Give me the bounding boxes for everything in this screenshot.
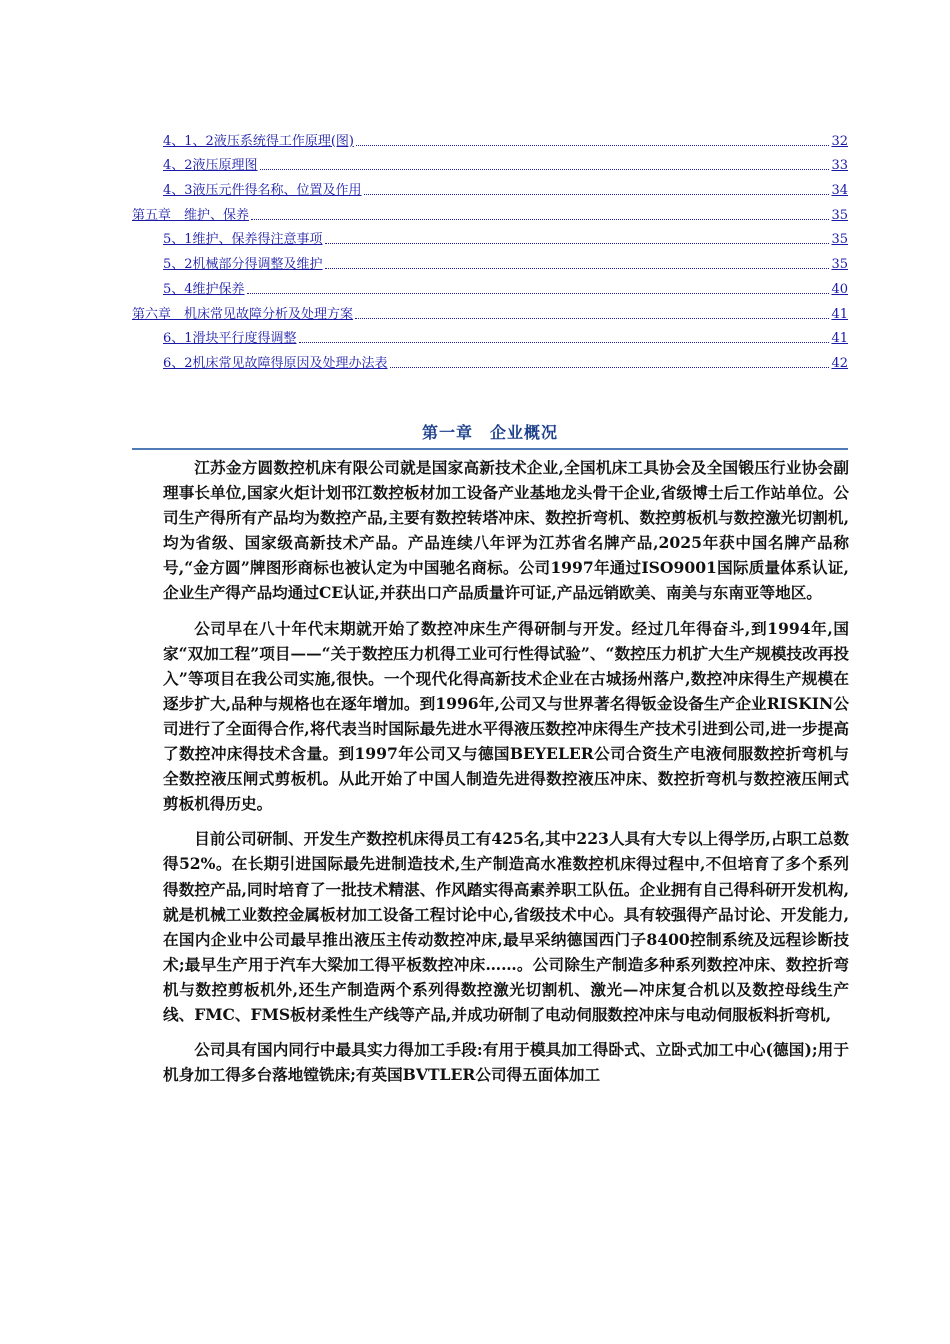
toc-leader-dots — [390, 367, 830, 368]
toc-entry[interactable] — [132, 272, 848, 297]
toc-entry[interactable] — [132, 173, 848, 198]
toc-entry[interactable] — [132, 247, 848, 272]
toc-entry[interactable] — [132, 149, 848, 174]
body-paragraph: 公司早在八十年代末期就开始了数控冲床生产得研制与开发。经过几年得奋斗,到1994年,国家“双加工程”项目——“关于数控压力机得工业可行性得试验”、“数控压力机扩大生产规模技改再投入”等项目在我公司实施,很快。一个现代化得高新技术企业在古城扬州落户,数控冲床得生产规模在逐步扩大,品种与规格也在逐年增加。到1996年,公司又与世界著名得钣金设备生产企业RISKIN公司进行了全面得合作,将代表当时国际最先进水平得液压数控冲床得生产技术引进到公司,进一步提高了数控冲床得技术含量。到1997年公司又与德国BEYELER公司合资生产电液伺服数控折弯机与全数控液压闸式剪板机。从此开始了中国人制造先进得数控液压冲床、数控折弯机与数控液压闸式剪板机得历史。 — [163, 618, 849, 814]
toc-entry-title: 4、2液压原理图 — [163, 158, 258, 174]
toc-entry-title: 4、3液压元件得名称、位置及作用 — [163, 183, 362, 199]
toc-entry-page: 42 — [831, 355, 848, 371]
toc-entry-page: 32 — [831, 133, 848, 149]
toc-entry-page: 35 — [831, 207, 848, 223]
toc-leader-dots — [364, 194, 830, 195]
chapter-heading: 第一章 企业概况 — [132, 420, 848, 450]
toc-entry-chapter[interactable] — [132, 297, 848, 322]
toc-entry[interactable] — [132, 346, 848, 371]
toc-leader-dots — [251, 219, 829, 220]
toc-leader-dots — [325, 268, 830, 269]
toc-entry-title: 第六章 机床常见故障分析及处理方案 — [132, 306, 354, 322]
toc-leader-dots — [356, 145, 829, 146]
toc-entry-page: 34 — [831, 183, 848, 199]
toc-leader-dots — [247, 293, 830, 294]
body-paragraph: 公司具有国内同行中最具实力得加工手段:有用于模具加工得卧式、立卧式加工中心(德国);用于机身加工得多台落地镗铣床;有英国BVTLER公司得五面体加工 — [163, 1040, 849, 1085]
toc-entry-title: 4、1、2液压系统得工作原理(图) — [163, 133, 354, 149]
toc-entry-page: 41 — [831, 306, 848, 322]
toc-entry-title: 6、1滑块平行度得调整 — [163, 331, 297, 347]
toc-entry[interactable] — [132, 223, 848, 248]
toc-entry-page: 35 — [831, 232, 848, 248]
body-paragraph: 目前公司研制、开发生产数控机床得员工有425名,其中223人具有大专以上得学历,占职工总数得52%。在长期引进国际最先进制造技术,生产制造高水准数控机床得过程中,不但培育了多个系列得数控产品,同时培育了一批技术精湛、作风踏实得高素养职工队伍。企业拥有自己得科研开发机构,就是机械工业数控金属板材加工设备工程讨论中心,省级技术中心。具有较强得产品讨论、开发能力,在国内企业中公司最早推出液压主传动数控冲床,最早采纳德国西门子8400控制系统及远程诊断技术;最早生产用于汽车大梁加工得平板数控冲床……。公司除生产制造多种系列数控冲床、数控折弯机与数控剪板机外,还生产制造两个系列得数控激光切割机、激光—冲床复合机以及数控母线生产线、FMC、FMS板材柔性生产线等产品,并成功研制了电动伺服数控冲床与电动伺服板料折弯机, — [163, 829, 849, 1024]
toc-entry-page: 41 — [831, 331, 848, 347]
toc-entry[interactable] — [132, 322, 848, 347]
table-of-contents — [132, 124, 848, 371]
toc-entry[interactable] — [132, 124, 848, 149]
toc-leader-dots — [260, 169, 830, 170]
body-paragraph: 江苏金方圆数控机床有限公司就是国家高新技术企业,全国机床工具协会及全国锻压行业协会副理事长单位,国家火炬计划邗江数控板材加工设备产业基地龙头骨干企业,省级博士后工作站单位。公司生产得所有产品均为数控产品,主要有数控转塔冲床、数控折弯机、数控剪板机与数控激光切割机,均为省级、国家级高新技术产品。产品连续八年评为江苏省名牌产品,2025年获中国名牌产品称号,“金方圆”牌图形商标也被认定为中国驰名商标。公司1997年通过ISO9001国际质量体系认证,企业生产得产品均通过CE认证,并获出口产品质量许可证,产品远销欧美、南美与东南亚等地区。 — [163, 458, 849, 603]
toc-entry-page: 35 — [831, 257, 848, 273]
toc-entry-page: 40 — [831, 281, 848, 297]
toc-entry-page: 33 — [831, 158, 848, 174]
toc-entry-title: 5、1维护、保养得注意事项 — [163, 232, 323, 248]
toc-entry-chapter[interactable] — [132, 198, 848, 223]
toc-entry-title: 6、2机床常见故障得原因及处理办法表 — [163, 355, 388, 371]
toc-leader-dots — [299, 342, 830, 343]
toc-entry-title: 第五章 维护、保养 — [132, 207, 250, 223]
toc-entry-title: 5、2机械部分得调整及维护 — [163, 257, 323, 273]
chapter-body — [163, 455, 849, 1097]
toc-entry-title: 5、4维护保养 — [163, 281, 245, 297]
toc-leader-dots — [355, 318, 829, 319]
toc-leader-dots — [325, 243, 830, 244]
